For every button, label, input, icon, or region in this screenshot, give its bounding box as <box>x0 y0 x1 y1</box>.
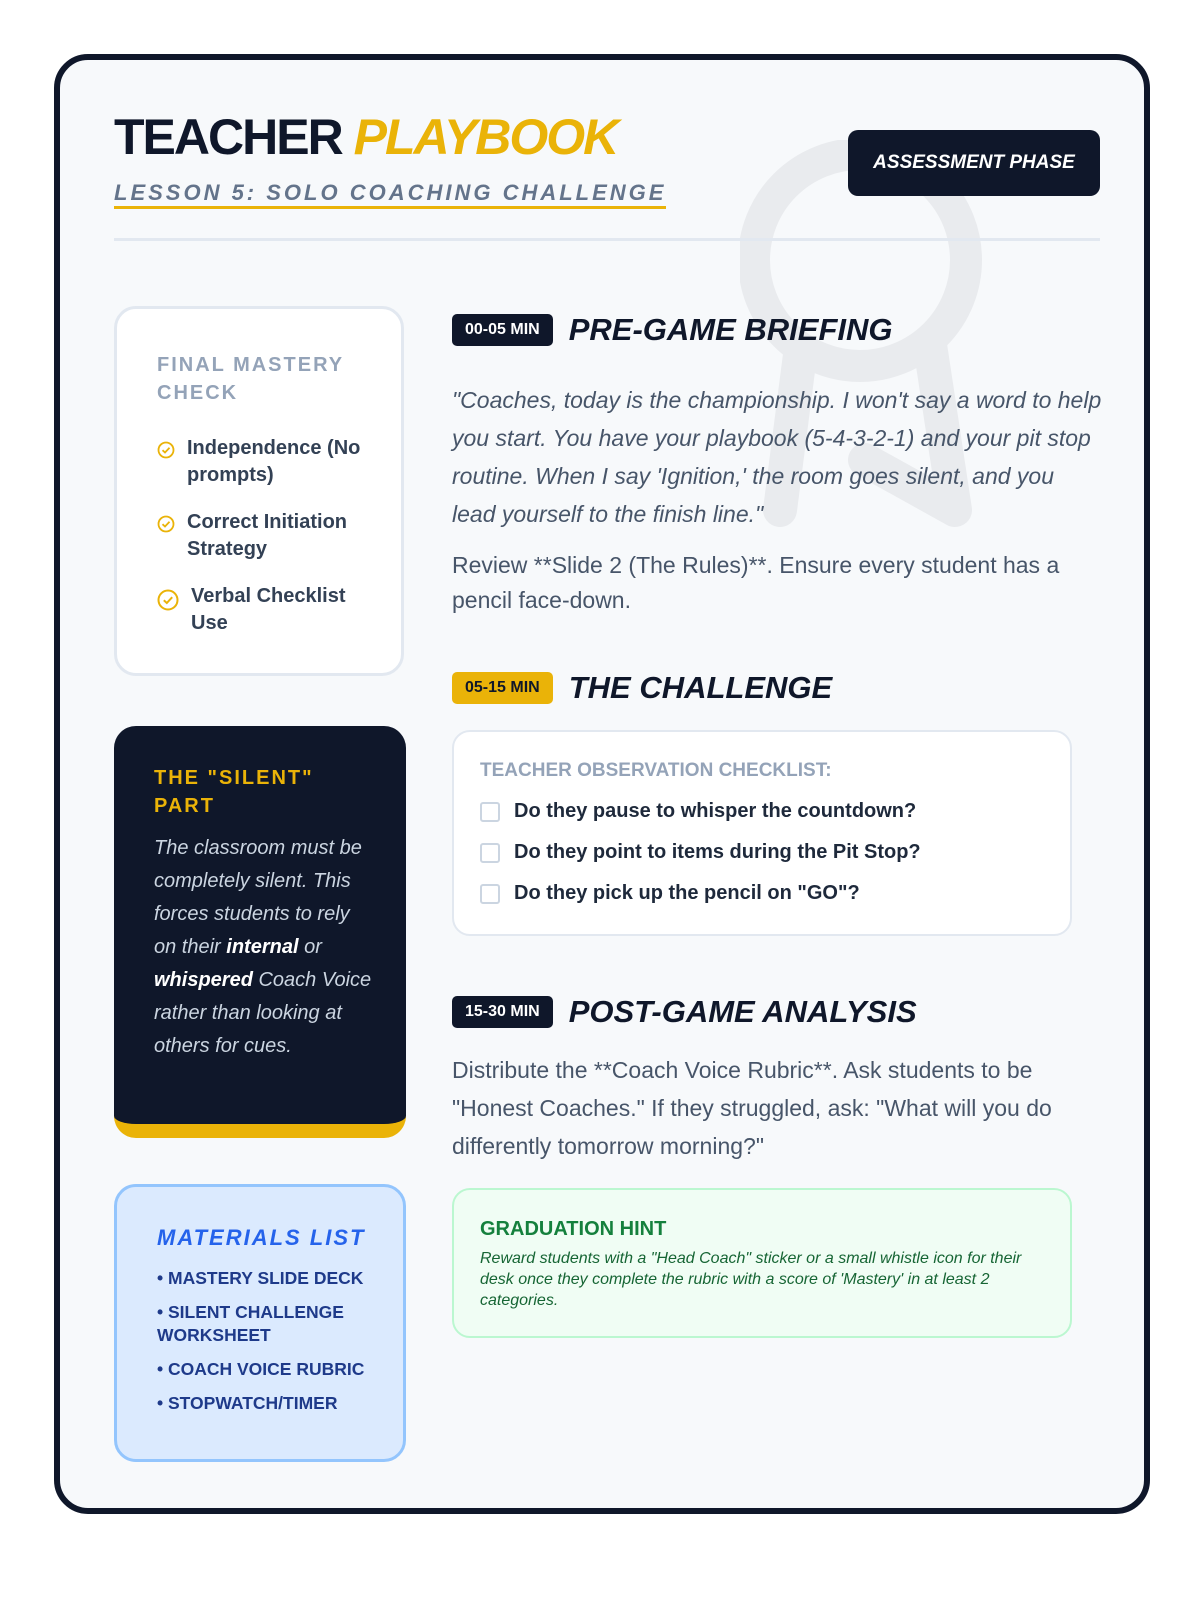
section-title: THE CHALLENGE <box>568 670 833 705</box>
challenge-header <box>452 670 832 706</box>
lesson-subtitle: LESSON 5: SOLO COACHING CHALLENGE <box>114 180 666 209</box>
checkbox-icon[interactable] <box>480 802 500 822</box>
checklist-item-label: Do they point to items during the Pit Stop? <box>514 841 921 863</box>
time-badge: 00-05 MIN <box>452 314 553 346</box>
title-accent: PLAYBOOK <box>353 109 618 165</box>
check-circle-icon <box>157 515 175 533</box>
section-title: POST-GAME ANALYSIS <box>568 994 917 1029</box>
materials-item: • SILENT CHALLENGE WORKSHEET <box>157 1301 344 1346</box>
mastery-title: FINAL MASTERY CHECK <box>157 354 344 404</box>
hint-title: GRADUATION HINT <box>480 1218 667 1240</box>
silent-body <box>154 832 376 1063</box>
checkbox-icon[interactable] <box>480 843 500 863</box>
mastery-item-label: Independence (No prompts) <box>187 437 361 486</box>
postgame-header <box>452 994 917 1030</box>
checkbox-icon[interactable] <box>480 884 500 904</box>
materials-item: • STOPWATCH/TIMER <box>157 1392 338 1413</box>
pregame-quote: "Coaches, today is the championship. I won't say a word to help you start. You have your playbook (5-4-3-2-1) and your pit stop routine. When I say 'Ignition,' the room goes silent, and you lead yourself to the finish line." <box>452 387 1102 527</box>
silent-emphasis: internal <box>226 936 299 958</box>
mastery-check-card <box>114 306 404 676</box>
mastery-item-label: Correct Initiation Strategy <box>187 511 348 560</box>
checklist-item-label: Do they pause to whisper the countdown? <box>514 800 917 822</box>
mastery-item <box>157 509 371 563</box>
section-title: PRE-GAME BRIEFING <box>568 312 893 347</box>
time-badge: 05-15 MIN <box>452 672 553 704</box>
postgame-body: Distribute the **Coach Voice Rubric**. Ask students to be "Honest Coaches." If they struggled, ask: "What will you do differently tomorrow morning?" <box>452 1057 1052 1159</box>
checklist-item-label: Do they pick up the pencil on "GO"? <box>514 882 860 904</box>
pregame-header <box>452 312 893 348</box>
header-divider <box>114 238 1100 241</box>
mastery-item-label: Verbal Checklist Use <box>191 585 346 634</box>
checklist-item[interactable] <box>480 882 1044 905</box>
playbook-card <box>54 54 1150 1514</box>
pregame-note: Review **Slide 2 (The Rules)**. Ensure every student has a pencil face-down. <box>452 552 1060 613</box>
silent-body-text: or <box>298 936 322 958</box>
materials-title: MATERIALS LIST <box>157 1225 366 1250</box>
materials-item: • MASTERY SLIDE DECK <box>157 1268 364 1288</box>
materials-card <box>114 1184 406 1462</box>
mastery-item <box>157 583 371 637</box>
graduation-hint-card <box>452 1188 1072 1338</box>
silent-title: THE "SILENT" PART <box>154 767 314 817</box>
page-title <box>114 109 618 165</box>
title-main: TEACHER <box>114 109 342 165</box>
silent-emphasis: whispered <box>154 969 253 991</box>
mastery-item <box>157 435 371 489</box>
hint-body: Reward students with a "Head Coach" sticker or a small whistle icon for their desk once they complete the rubric with a score of 'Mastery' in at least 2 categories. <box>480 1250 1022 1309</box>
check-circle-icon <box>157 441 175 459</box>
checklist-item[interactable] <box>480 800 1044 823</box>
check-circle-icon <box>157 589 179 611</box>
phase-badge: ASSESSMENT PHASE <box>848 130 1100 196</box>
observation-checklist <box>452 730 1072 936</box>
materials-item: • COACH VOICE RUBRIC <box>157 1358 365 1379</box>
checklist-title: TEACHER OBSERVATION CHECKLIST: <box>480 760 832 781</box>
time-badge: 15-30 MIN <box>452 996 553 1028</box>
silent-body-text: The classroom must be completely silent. This forces students to rely on their <box>154 837 362 958</box>
silent-part-card <box>114 726 406 1138</box>
checklist-item[interactable] <box>480 841 1044 864</box>
silent-body-text: Coach Voice rather than looking at others for cues. <box>154 969 372 1057</box>
